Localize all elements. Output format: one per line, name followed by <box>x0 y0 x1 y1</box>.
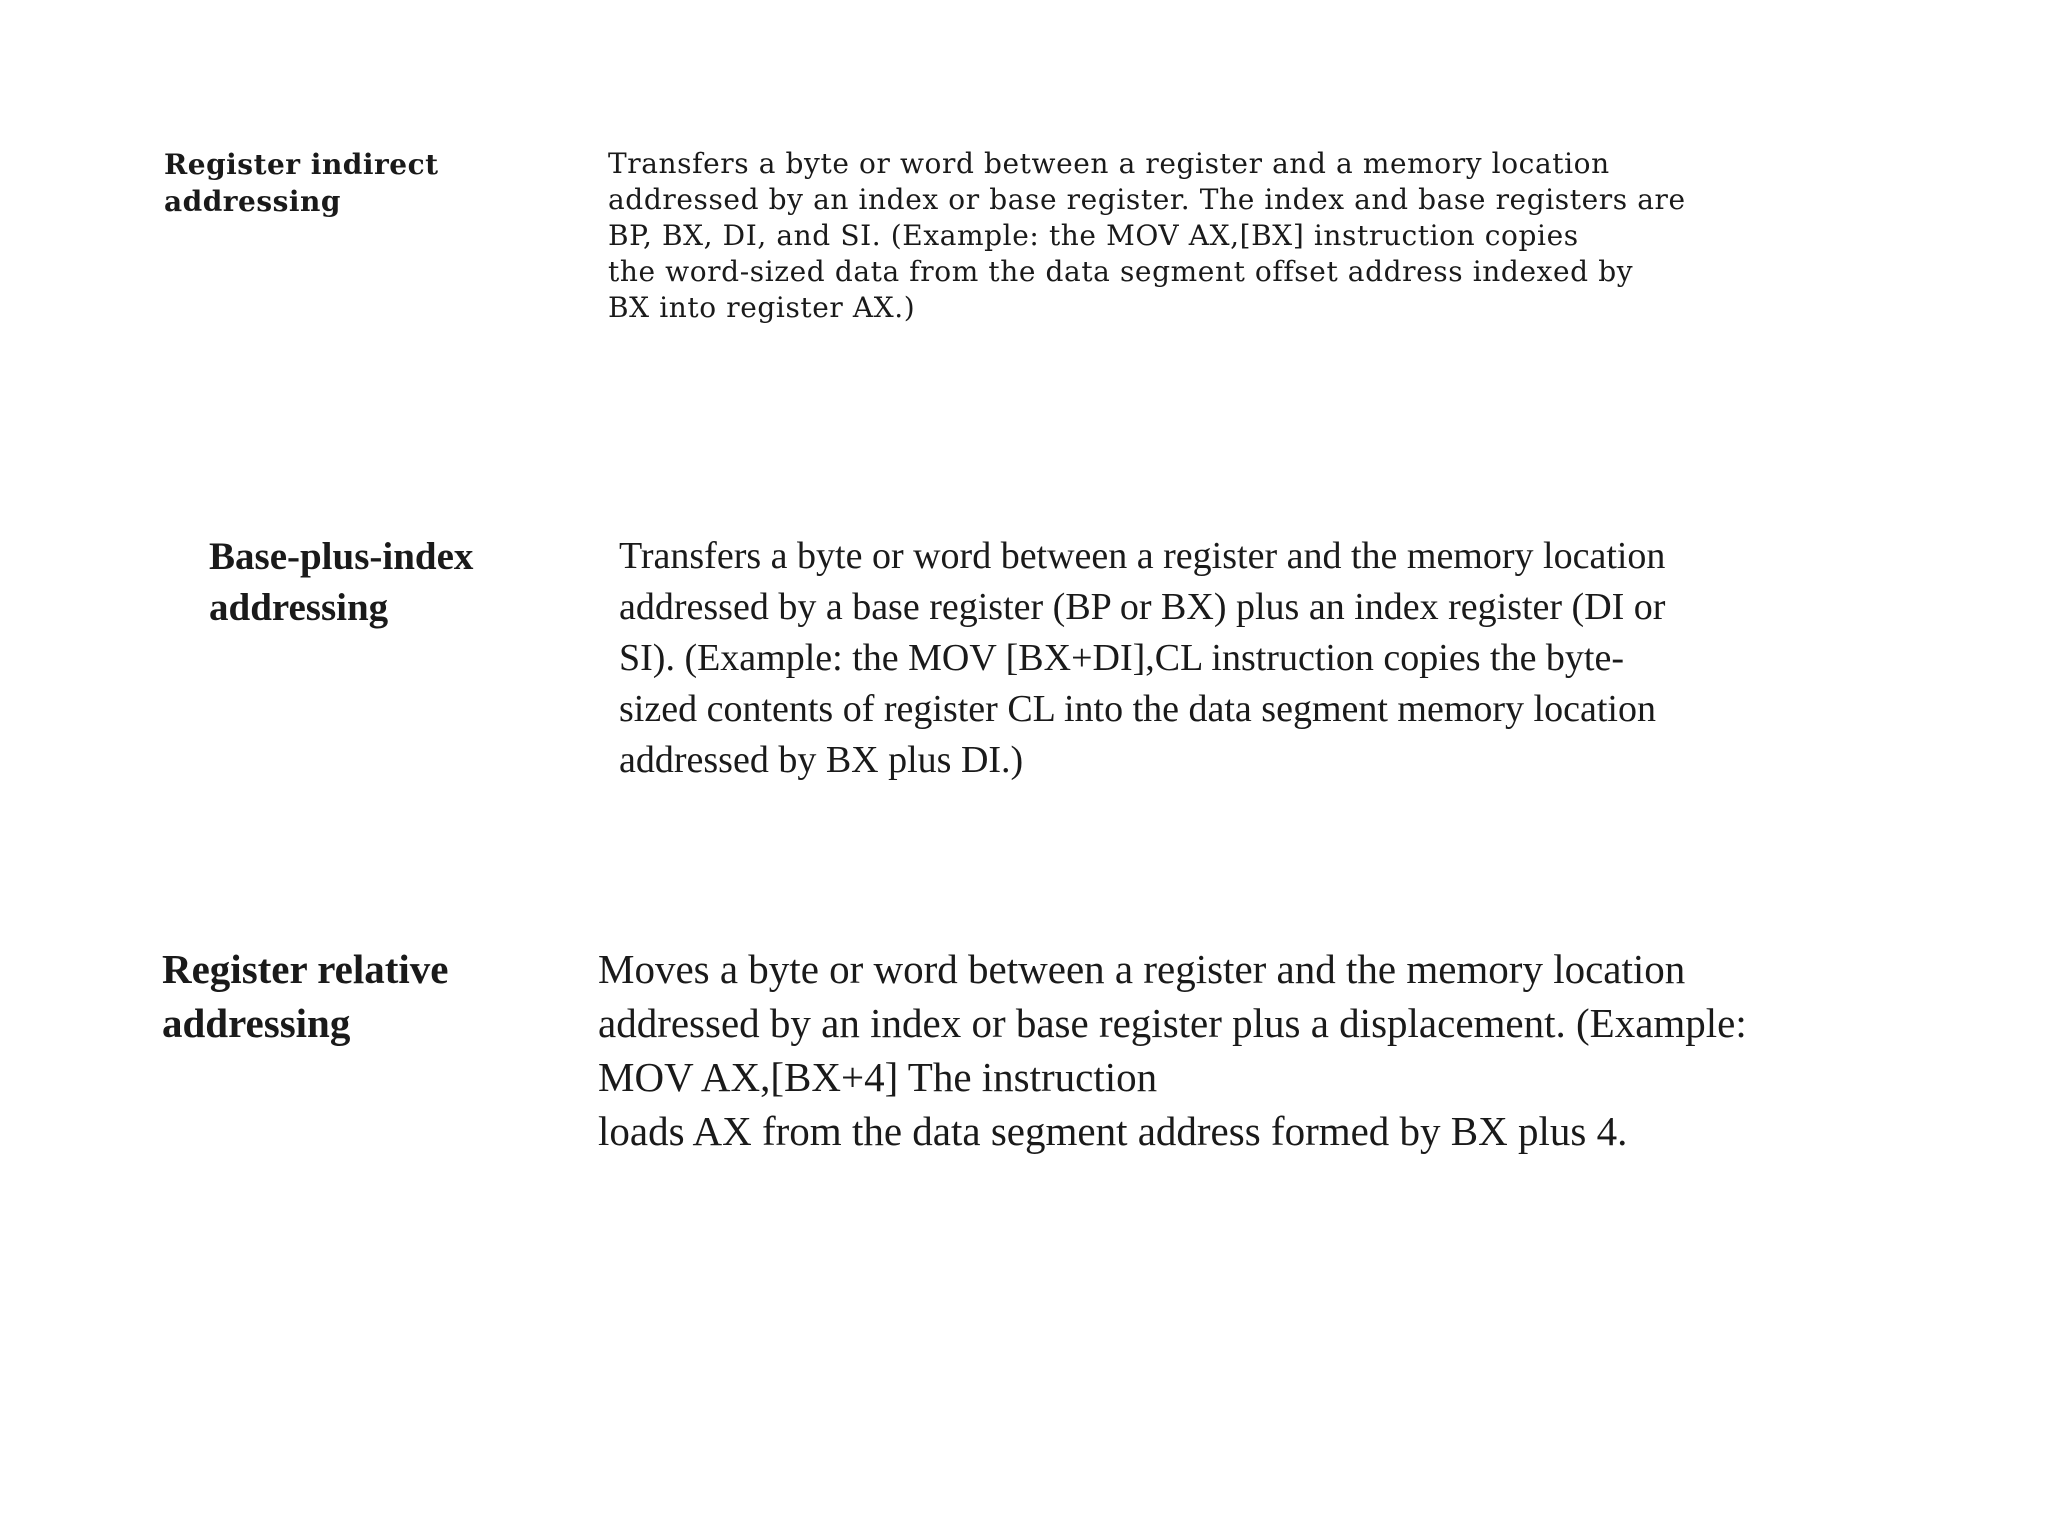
term-line: Register indirect <box>164 148 439 181</box>
description-line: the word-sized data from the data segment offset address indexed by <box>608 255 1634 288</box>
description-line: Transfers a byte or word between a register and a memory location <box>608 147 1610 180</box>
description-line: SI). (Example: the MOV [BX+DI],CL instruction copies the byte- <box>619 637 1625 679</box>
description-line: MOV AX,[BX+4] The instruction <box>598 1054 1158 1100</box>
term-line: addressing <box>164 185 341 218</box>
description-base-plus-index <box>619 531 1665 786</box>
description-line: BP, BX, DI, and SI. (Example: the MOV AX,[BX] instruction copies <box>608 219 1579 252</box>
description-register-relative <box>598 942 1747 1158</box>
description-register-indirect <box>608 146 1686 326</box>
description-line: BX into register AX.) <box>608 291 916 324</box>
description-line: addressed by BX plus DI.) <box>619 739 1024 781</box>
term-line: Base-plus-index <box>209 535 474 578</box>
term-line: addressing <box>209 586 389 629</box>
description-line: addressed by a base register (BP or BX) plus an index register (DI or <box>619 586 1666 628</box>
description-line: Transfers a byte or word between a register and the memory location <box>619 535 1666 577</box>
description-line: Moves a byte or word between a register and the memory location <box>598 946 1686 992</box>
term-base-plus-index <box>209 531 473 633</box>
term-register-indirect <box>164 146 439 220</box>
description-line: addressed by an index or base register. The index and base registers are <box>608 183 1686 216</box>
term-register-relative <box>162 942 449 1050</box>
description-line: sized contents of register CL into the data segment memory location <box>619 688 1656 730</box>
term-line: addressing <box>162 1000 351 1046</box>
description-line: addressed by an index or base register plus a displacement. (Example: <box>598 1000 1747 1046</box>
description-line: loads AX from the data segment address formed by BX plus 4. <box>598 1108 1628 1154</box>
term-line: Register relative <box>162 946 449 992</box>
